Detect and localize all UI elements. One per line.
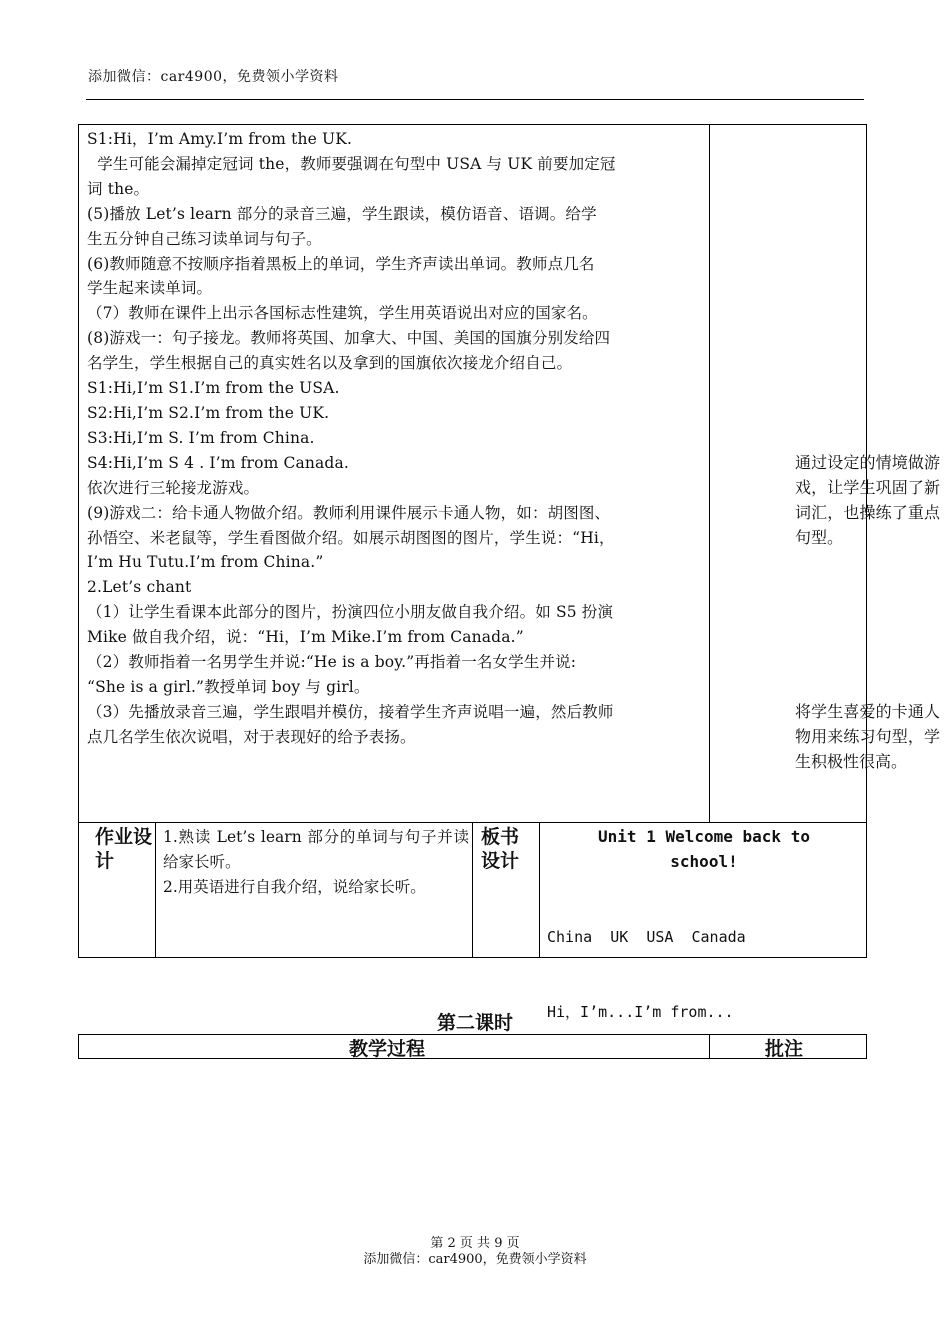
page-header: 添加微信：car4900，免费领小学资料 [88,69,339,85]
column-divider [155,823,156,957]
process-line: (9)游戏二：给卡通人物做介绍。教师利用课件展示卡通人物，如：胡图图、 [87,503,611,522]
homework-design-label: 作业设计 [95,826,153,872]
process-line: (5)播放 Let’s learn 部分的录音三遍，学生跟读，模仿语音、语调。给学 [87,204,597,223]
homework-board-table [78,822,867,1021]
process-line: (6)教师随意不按顺序指着黑板上的单词，学生齐声读出单词。教师点几名 [87,254,595,273]
process-line: 2.Let’s chant [87,578,192,597]
process-line: （1）让学生看课本此部分的图片，扮演四位小朋友做自我介绍。如 S5 扮演 [87,603,614,622]
process-line: S2:Hi,I’m S2.I’m from the UK. [87,403,330,422]
homework-item: 1.熟读 Let’s learn 部分的单词与句子并读给家长听。 [163,828,469,871]
process-line: (8)游戏一：句子接龙。教师将英国、加拿大、中国、美国的国旗分别发给四 [87,329,611,348]
board-design-label: 板书设计 [481,826,520,872]
homework-content [163,825,469,900]
process-line: 点几名学生依次说唱，对于表现好的给予表扬。 [87,727,416,746]
process-line: 学生可能会漏掉定冠词 the，教师要强调在句型中 USA 与 UK 前要加定冠 [87,154,616,173]
annotation-note: 通过设定的情境做游戏，让学生巩固了新词汇，也操练了重点句型。 [795,453,940,547]
lesson-table-part1 [78,124,940,823]
header-rule [86,99,864,100]
process-line: S1:Hi，I’m Amy.I’m from the UK. [87,130,353,148]
process-line: I’m Hu Tutu.I’m from China.” [87,553,324,572]
process-line: Mike 做自我介绍，说：“Hi，I’m Mike.I’m from Canada.” [87,628,524,647]
process-line: “She is a girl.”教授单词 boy 与 girl。 [87,677,370,696]
page-number: 第 2 页 共 9 页 [430,1236,520,1251]
lesson-two-title: 第二课时 [436,1012,513,1034]
column-divider [539,823,540,957]
process-line: S4:Hi,I’m S 4 . I’m from Canada. [87,453,349,472]
process-line: S1:Hi,I’m S1.I’m from the USA. [87,379,340,398]
column-divider [709,1035,710,1058]
homework-item: 2.用英语进行自我介绍，说给家长听。 [163,877,426,896]
process-line: S3:Hi,I’m S. I’m from China. [87,428,315,447]
teaching-process-header: 教学过程 [349,1038,426,1060]
teaching-process-content [87,127,703,750]
board-heading: Unit 1 Welcome back to school! [598,827,810,871]
process-line: （7）教师在课件上出示各国标志性建筑，学生用英语说出对应的国家名。 [87,304,598,323]
process-line: 依次进行三轮接龙游戏。 [87,478,260,497]
notes-header: 批注 [765,1038,804,1060]
annotation-note: 将学生喜爱的卡通人物用来练习句型，学生积极性很高。 [795,702,940,771]
board-line: Hi，I’m...I’m from... [547,1002,734,1021]
process-line: 学生起来读单词。 [87,279,213,298]
process-line: （3）先播放录音三遍，学生跟唱并模仿，接着学生齐声说唱一遍，然后教师 [87,702,614,721]
page-footer: 添加微信：car4900，免费领小学资料 [363,1252,587,1267]
lesson-two-header-table [78,1034,867,1059]
column-divider [709,125,710,822]
process-line: 孙悟空、米老鼠等，学生看图做介绍。如展示胡图图的图片，学生说：“Hi， [87,528,615,547]
board-line: China UK USA Canada [547,927,746,946]
column-divider [472,823,473,957]
process-line: 生五分钟自己练习读单词与句子。 [87,229,322,248]
process-line: 词 the。 [87,179,150,198]
process-line: （2）教师指着一名男学生并说:“He is a boy.”再指着一名女学生并说: [87,653,577,672]
process-line: 名学生，学生根据自己的真实姓名以及拿到的国旗依次接龙介绍自己。 [87,354,573,373]
